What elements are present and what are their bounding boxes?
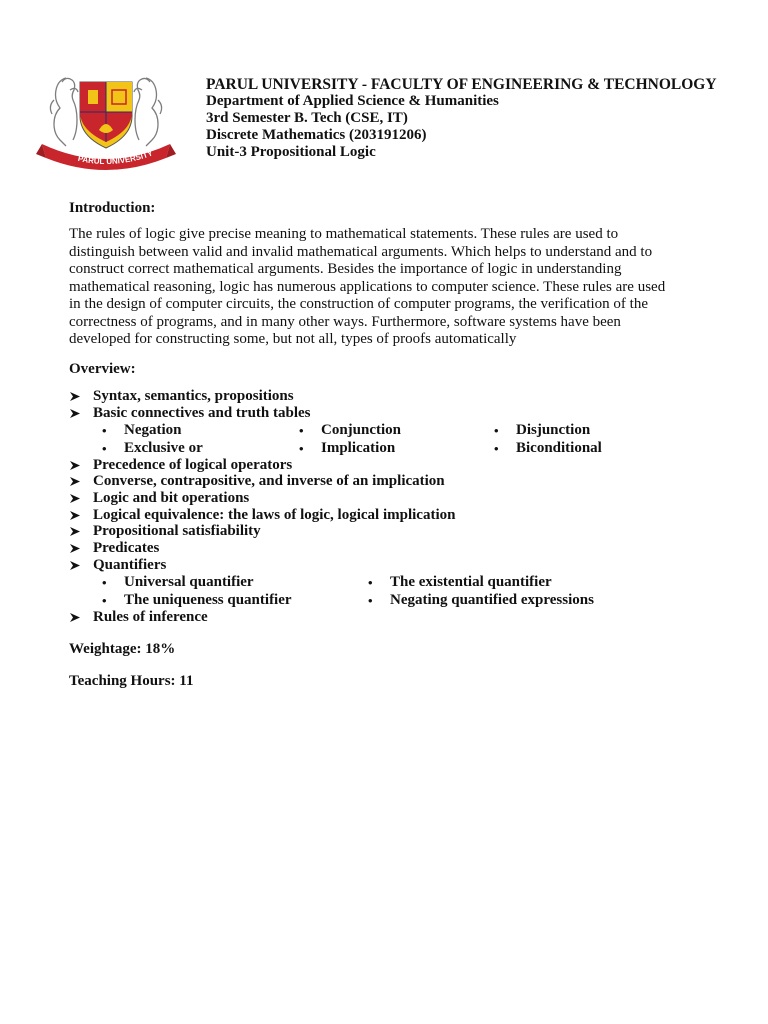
bullet-icon: • <box>299 441 304 456</box>
arrow-bullet-icon <box>69 609 83 623</box>
weightage: Weightage: 18% <box>69 641 176 657</box>
arrow-bullet-icon <box>69 507 83 521</box>
arrow-bullet-icon <box>69 523 83 537</box>
bullet-icon: • <box>102 441 107 456</box>
bullet-icon: • <box>494 423 499 438</box>
arrow-bullet-icon <box>69 540 83 554</box>
intro-line: developed for constructing some, but not all, types of proofs automatically <box>69 331 517 347</box>
bullet-icon: • <box>299 423 304 438</box>
document-header <box>206 76 717 161</box>
logo-ribbon-text: PARUL UNIVERSITY <box>77 148 154 167</box>
arrow-bullet-icon <box>69 473 83 487</box>
arrow-bullet-icon <box>69 457 83 471</box>
bullet-icon: • <box>102 423 107 438</box>
university-logo <box>36 70 176 170</box>
overview-heading: Overview: <box>69 361 136 377</box>
department: Department of Applied Science & Humanities <box>206 93 499 109</box>
unit-title: Unit-3 Propositional Logic <box>206 144 376 160</box>
intro-line: distinguish between valid and invalid mathematical arguments. Which helps to understand and to <box>69 243 653 260</box>
introduction-heading: Introduction: <box>69 200 156 216</box>
intro-line: correctness of programs, and in many other ways. Furthermore, software systems have been <box>69 313 621 330</box>
intro-line: in the design of computer circuits, the construction of computer programs, the verification of the <box>69 296 648 312</box>
semester: 3rd Semester B. Tech (CSE, IT) <box>206 110 408 126</box>
introduction-paragraph <box>69 226 719 349</box>
intro-line: mathematical reasoning, logic has numerous applications to computer science. These rules are used <box>69 278 666 295</box>
university-title: PARUL UNIVERSITY - FACULTY OF ENGINEERING & TECHNOLOGY <box>206 76 717 93</box>
course: Discrete Mathematics (203191206) <box>206 127 427 143</box>
bullet-icon: • <box>102 575 107 590</box>
bullet-icon: • <box>102 593 107 608</box>
bullet-icon: • <box>368 593 373 608</box>
arrow-bullet-icon <box>69 557 83 571</box>
bullet-icon: • <box>494 441 499 456</box>
arrow-bullet-icon <box>69 490 83 504</box>
teaching-hours: Teaching Hours: 11 <box>69 673 194 689</box>
arrow-bullet-icon <box>69 388 83 402</box>
intro-line: The rules of logic give precise meaning to mathematical statements. These rules are used to <box>69 226 619 242</box>
arrow-bullet-icon <box>69 405 83 419</box>
bullet-icon: • <box>368 575 373 590</box>
intro-line: construct correct mathematical arguments. Besides the importance of logic in understanding <box>69 261 622 277</box>
